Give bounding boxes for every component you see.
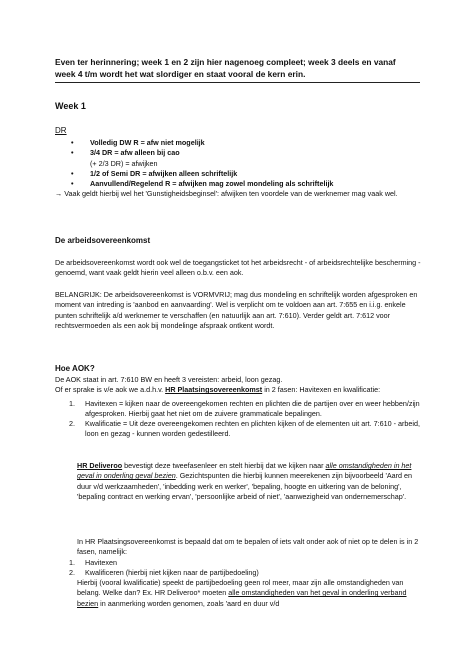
list-item: 1. Havitexen xyxy=(69,557,117,567)
aok-heading: Hoe AOK? xyxy=(55,364,95,373)
list-item: • 1/2 of Semi DR = afwijken alleen schriftelijk xyxy=(55,169,423,179)
ao-paragraph-2: BELANGRIJK: De arbeidsovereenkomst is VORMVRIJ; mag dus mondeling en schriftelijk worden afgesproken en moment van intreding is 'aanbod en aanvaarding'. Wel is verplicht om te voldoen aan art. 7:655 en i.i.g. enkele punten schriftelijk a/d werknemer te verschaffen (en natuurlijk aan art. 7:610). Verder geldt art. 7:612 voor rechtsvermoeden als een aok bij mondelinge afspraak ontkent wordt. xyxy=(55,290,418,330)
dr-note: → Vaak geldt hierbij wel het 'Gunstigheidsbeginsel': afwijken ten voordele van de werknemer mag vaak wel. xyxy=(55,189,398,199)
ao-heading: De arbeidsovereenkomst xyxy=(55,236,151,245)
list-item: 2. Kwalificeren (hierbij niet kijken naar de partijbedoeling) xyxy=(69,567,259,577)
ao-paragraph-1: De arbeidsovereenkomst wordt ook wel de toegangsticket tot het arbeidsrecht - of arbeidsrechtelijke bescherming - genoemd, want vaak geldt hierin veel alleen o.b.v. een aok. xyxy=(55,258,421,278)
aok-line-2: Of er sprake is v/e aok we a.d.h.v. HR Plaatsingsovereenkomst in 2 fasen: Havitexen en kwalificatie: xyxy=(55,385,381,395)
tail-block xyxy=(55,537,423,609)
intro-note: Even ter herinnering; week 1 en 2 zijn hier nagenoeg compleet; week 3 deels en vanaf week 4 t/m wordt het wat slordiger en staat vooral de kern erin. xyxy=(55,57,396,80)
deliveroo-paragraph: HR Deliveroo bevestigt deze tweefasenleer en stelt hierbij dat we kijken naar alle omstandigheden in het geval in onderling geval bezien. Gezichtspunten die hierbij kunnen meerekenen zijn bijvoorbeeld 'Aard en duur v/d werkzaamheden', 'inbedding werk en werker', 'bepaling, hoogte en uitkering van de beloning', 'bepaling contract en werking ervan', 'persoonlijke arbeid of niet', 'aanwezigheid van ondernemerschap'. xyxy=(77,461,413,501)
tail-numbered-list xyxy=(55,558,423,579)
list-item: 1. Havitexen = kijken naar de overeengekomen rechten en plichten die de partijen over en weer hebben/zijn afgesproken. Hierbij gaat het niet om de zuivere grammaticale bepalingen. xyxy=(69,398,420,418)
tail-paragraph-2: Hierbij (vooral kwalificatie) speekt de partijbedoeling geen rol meer, maar zijn alle omstandigheden van belang. Welke dan? Ex. HR Deliveroo* moeten alle omstandigheden van het geval in onderling verband bezien in aanmerking worden genomen, zoals 'aard en duur v/d xyxy=(77,578,407,608)
aok-block xyxy=(55,375,423,440)
arrow-icon: → xyxy=(55,189,63,199)
list-item-continuation: (+ 2/3 DR) = afwijken xyxy=(90,158,158,168)
dr-bullet-list-2 xyxy=(55,169,423,190)
tail-paragraph-1: In HR Plaatsingsovereenkomst is bepaald dat om te bepalen of iets valt onder aok of niet op te delen is in 2 fasen, namelijk: xyxy=(77,537,419,557)
list-item: 2. Kwalificatie = Uit deze overeengekomen rechten en plichten kijken of de elementen uit art. 7:610 - arbeid, loon en gezag - kunnen worden gedestilleerd. xyxy=(69,419,421,439)
case-reference: HR Deliveroo xyxy=(77,461,123,470)
case-reference: HR Plaatsingsovereenkomst xyxy=(165,385,263,395)
aok-line-1: De AOK staat in art. 7:610 BW en heeft 3 vereisten: arbeid, loon gezag. xyxy=(55,375,283,384)
list-item: • 3/4 DR = afw alleen bij cao xyxy=(55,148,423,158)
dr-bullet-list xyxy=(55,138,423,159)
aok-numbered-list xyxy=(55,399,423,440)
dr-heading: DR xyxy=(55,126,67,135)
divider xyxy=(55,82,420,83)
list-item: • Aanvullend/Regelend R = afwijken mag zowel mondeling als schriftelijk xyxy=(55,179,423,189)
dr-list-block xyxy=(55,138,423,200)
list-item: • Volledig DW R = afw niet mogelijk xyxy=(55,138,423,148)
week-heading: Week 1 xyxy=(55,101,86,111)
